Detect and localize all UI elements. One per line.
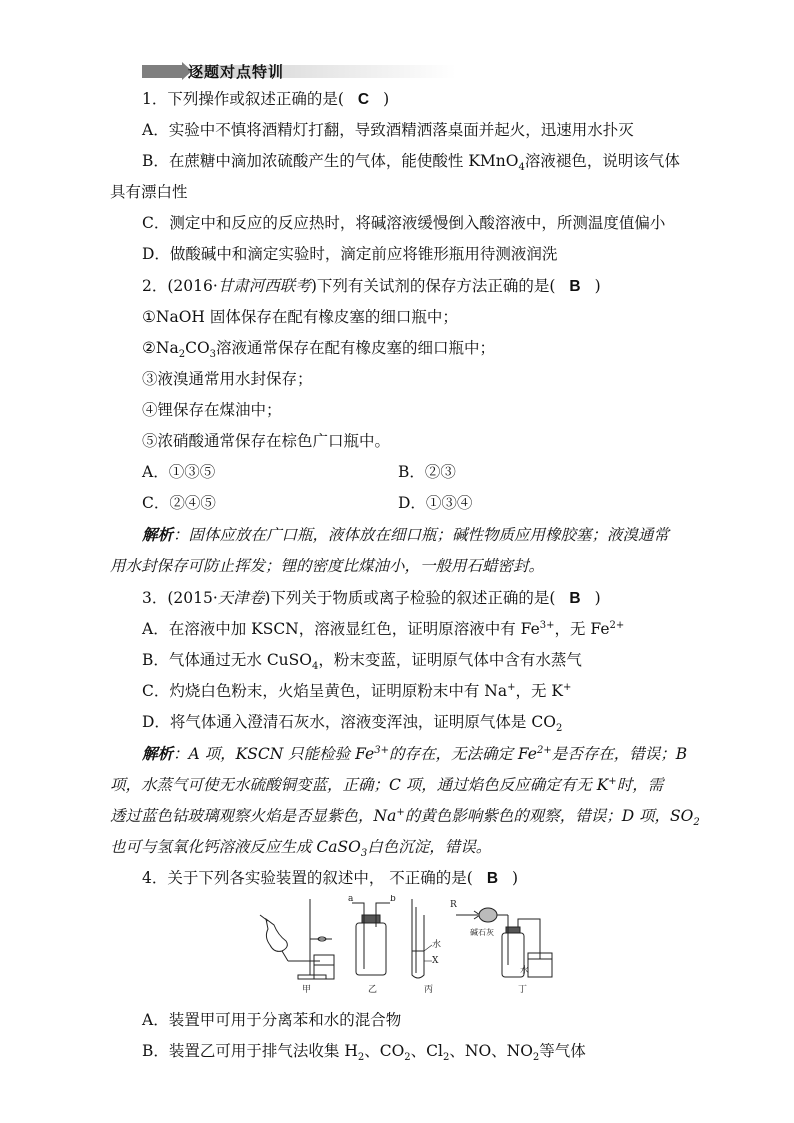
q3-analysis-line3	[110, 806, 700, 829]
q3-b-post: ，粉末变蓝，证明原气体中含有水蒸气	[318, 651, 582, 669]
q4-stem	[142, 868, 518, 889]
q3-jx1-mid: 的存在，无法确定 Fe	[388, 745, 537, 763]
q4-answer: B	[486, 870, 499, 887]
label-shui2: 水	[520, 966, 530, 976]
q3-answer: B	[569, 590, 581, 607]
q3-jx1-sup2: 2+	[536, 744, 552, 756]
label-yi: 乙	[368, 985, 378, 995]
label-b: b	[390, 895, 396, 904]
q4-b-pre: B．装置乙可用于排气法收集 H	[142, 1042, 358, 1060]
q2-analysis-label: 解析	[142, 525, 174, 544]
q3-a-pre: A．在溶液中加 KSCN，溶液显红色，证明原溶液中有 Fe	[142, 620, 540, 638]
q4-b-t3: 、NO、NO	[449, 1042, 533, 1060]
q3-source: 天津卷	[217, 589, 265, 607]
q4-close: )	[512, 869, 519, 887]
q2-stem-post: )下列有关试剂的保存方法正确的是(	[310, 277, 556, 295]
q3-stem	[142, 588, 601, 609]
q2-analysis-text1: ：固体应放在广口瓶，液体放在细口瓶；碱性物质应用橡胶塞；液溴通常	[173, 526, 670, 544]
q4-b-sub4: 2	[532, 1052, 540, 1064]
q1-b-pre: B．在蔗糖中滴加浓硫酸产生的气体，能使酸性 KMnO	[142, 152, 519, 170]
q3-jx4-pre: 也可与氢氧化钙溶液反应生成 CaSO	[110, 838, 361, 856]
q3-option-c	[142, 681, 571, 701]
q2-analysis-line2: 用水封保存可防止挥发；锂的密度比煤油小，一般用石蜡密封。	[110, 557, 545, 575]
q2-item-2	[142, 338, 496, 361]
q3-c-sup1: +	[507, 681, 516, 693]
q2-item-5: ⑤浓硝酸通常保存在棕色广口瓶中。	[142, 432, 391, 450]
section-banner	[142, 62, 456, 80]
q3-jx2-sup: +	[608, 775, 617, 787]
q3-option-d	[142, 712, 563, 735]
apparatus-jia	[260, 899, 334, 995]
q1-option-c: C．测定中和反应的反应热时，将碱溶液缓慢倒入酸溶液中，所测温度值偏小	[142, 214, 666, 232]
apparatus-yi	[348, 895, 396, 995]
q4-b-post: 等气体	[539, 1042, 586, 1060]
q3-jx1-post: 是否存在，错误；B	[551, 745, 688, 763]
apparatus-ding	[450, 900, 552, 995]
banner-bar	[142, 65, 184, 78]
label-jia: 甲	[302, 985, 312, 995]
q4-b-t1: 、CO	[364, 1042, 405, 1060]
label-r: R	[450, 900, 457, 910]
label-bing: 丙	[424, 985, 434, 995]
q4-b-t2: 、Cl	[410, 1042, 443, 1060]
q3-jx4-sub: 3	[360, 848, 368, 860]
q2-i2-mid: CO	[185, 339, 210, 357]
label-a: a	[348, 895, 354, 904]
q3-jx1-sup1: 3+	[374, 744, 389, 756]
q3-option-b	[142, 650, 582, 673]
q2-item-4: ④锂保存在煤油中；	[142, 401, 282, 419]
q2-i2-post: 溶液通常保存在配有橡皮塞的细口瓶中；	[216, 339, 496, 357]
apparatus-bing	[412, 899, 441, 995]
q2-i2-pre: ②Na	[142, 339, 179, 357]
q3-jx1-pre: ：A 项，KSCN 只能检验 Fe	[173, 745, 375, 763]
label-x: X	[432, 956, 439, 966]
q1-answer: C	[357, 91, 370, 108]
q4-b-sub3: 2	[443, 1052, 450, 1064]
q3-jx2-post: 时，需	[616, 776, 664, 794]
q3-jx4-post: 白色沉淀，错误。	[367, 838, 492, 856]
q2-option-d: D．①③④	[398, 494, 473, 512]
q3-c-pre: C．灼烧白色粉末，火焰呈黄色，证明原粉末中有 Na	[142, 682, 508, 700]
q3-analysis-line4	[110, 837, 492, 860]
q1-option-b-line1	[142, 151, 680, 174]
q4-stem-text: 4．关于下列各实验装置的叙述中， 不正确的是(	[142, 869, 473, 887]
q2-analysis-line1	[142, 525, 669, 545]
q4-b-sub1: 2	[357, 1052, 365, 1064]
q3-stem-pre: 3．(2015·	[142, 589, 218, 607]
q3-analysis-label: 解析	[142, 744, 174, 763]
q3-a-sup2: 2+	[609, 619, 625, 631]
q3-analysis-line1	[142, 744, 687, 764]
q2-item-1: ①NaOH 固体保存在配有橡皮塞的细口瓶中；	[142, 308, 458, 326]
q3-stem-post: )下列关于物质或离子检验的叙述正确的是(	[264, 589, 556, 607]
q3-jx3-sup: +	[396, 806, 405, 818]
q1-b-sub: 4	[518, 162, 525, 174]
q4-b-sub2: 2	[404, 1052, 411, 1064]
q3-analysis-line2	[110, 775, 663, 795]
q1-stem	[142, 89, 389, 110]
q3-jx3-sub: 2	[693, 817, 700, 829]
banner-title: 逐题对点特训	[188, 63, 285, 81]
q2-item-3: ③液溴通常用水封保存；	[142, 370, 313, 388]
label-jianshihui: 碱石灰	[470, 928, 494, 937]
q2-stem-pre: 2．(2016·	[142, 277, 218, 295]
q2-source: 甘肃河西联考	[217, 277, 311, 295]
q3-c-sup2: +	[563, 681, 572, 693]
q3-a-sup1: 3+	[539, 619, 555, 631]
q3-b-pre: B．气体通过无水 CuSO	[142, 651, 312, 669]
q2-i2-sub2: 3	[209, 349, 217, 361]
q2-close: )	[594, 277, 601, 295]
q3-jx3-post: 的黄色影响紫色的观察，错误；D 项，SO	[404, 807, 694, 825]
label-shui: 水	[432, 940, 442, 950]
q3-jx3-pre: 透过蓝色钴玻璃观察火焰是否显紫色，Na	[110, 807, 397, 825]
q1-close: )	[383, 90, 390, 108]
q2-stem	[142, 276, 601, 297]
q1-option-d: D．做酸碱中和滴定实验时，滴定前应将锥形瓶用待测液润洗	[142, 245, 558, 263]
q2-option-c: C．②④⑤	[142, 494, 216, 512]
q2-option-b: B．②③	[398, 463, 456, 481]
q3-d-sub: 2	[555, 723, 563, 735]
q2-options-row2	[142, 493, 642, 513]
q3-c-mid: ，无 K	[515, 682, 563, 700]
q1-option-a: A．实验中不慎将酒精灯打翻，导致酒精洒落桌面并起火，迅速用水扑灭	[142, 121, 634, 139]
q2-option-a: A．①③⑤	[142, 463, 216, 481]
q3-jx2-text: 项，水蒸气可使无水硫酸铜变蓝，正确；C 项，通过焰色反应确定有无 K	[110, 776, 609, 794]
q4-option-a: A．装置甲可用于分离苯和水的混合物	[142, 1011, 402, 1029]
q1-b-post: 溶液褪色，说明该气体	[524, 152, 680, 170]
q1-option-b-line2: 具有漂白性	[110, 183, 188, 201]
q2-answer: B	[569, 278, 581, 295]
q2-options-row1	[142, 462, 642, 482]
label-ding: 丁	[518, 985, 528, 995]
q3-close: )	[594, 589, 601, 607]
q2-i2-sub1: 2	[178, 349, 186, 361]
q1-stem-text: 1．下列操作或叙述正确的是(	[142, 90, 344, 108]
q4-option-b	[142, 1041, 586, 1064]
apparatus-figure	[256, 895, 556, 995]
q3-option-a	[142, 619, 624, 639]
q3-d-pre: D．将气体通入澄清石灰水，溶液变浑浊，证明原气体是 CO	[142, 713, 556, 731]
q3-a-mid: ，无 Fe	[554, 620, 610, 638]
q3-b-sub: 4	[312, 661, 319, 673]
